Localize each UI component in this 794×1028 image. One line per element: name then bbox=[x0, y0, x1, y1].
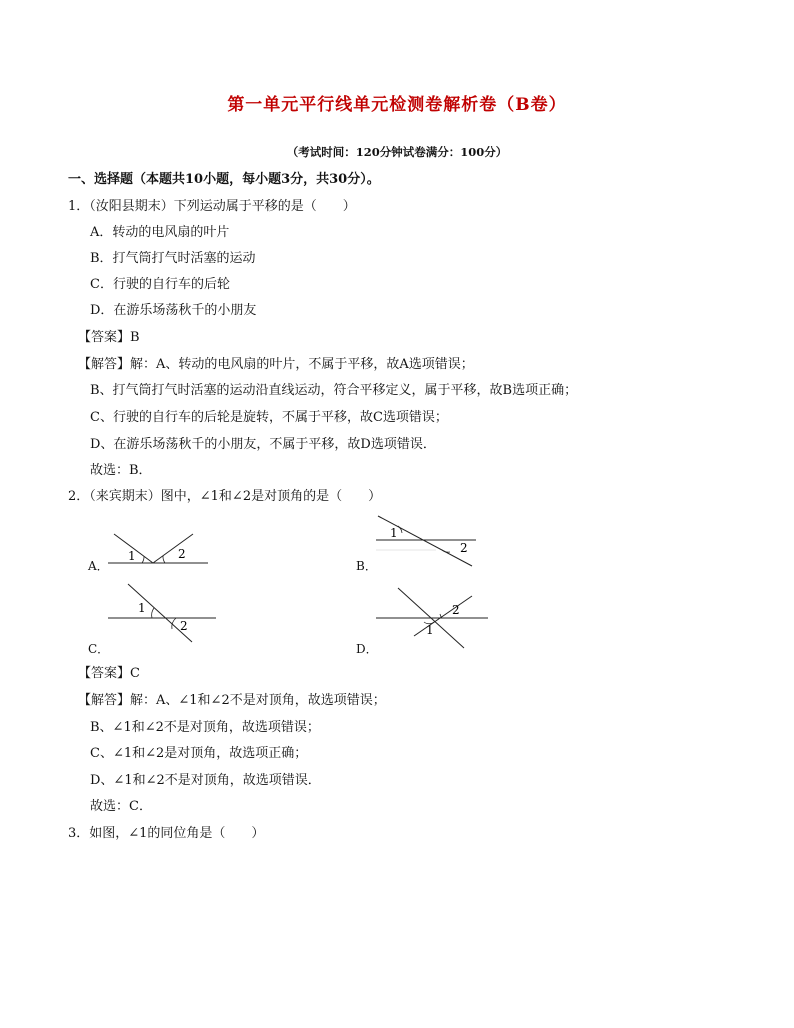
q3-stem: 3．如图，∠1的同位角是（ ） bbox=[68, 826, 265, 841]
q1-analysis-line: D、在游乐场荡秋千的小朋友，不属于平移，故D选项错误． bbox=[90, 437, 436, 452]
q2-figure-a bbox=[108, 528, 213, 570]
angle-label: 1 bbox=[128, 549, 136, 563]
angle-label: 1 bbox=[426, 623, 434, 637]
q2-analysis-line: C、∠1和∠2是对顶角，故选项正确； bbox=[90, 746, 308, 761]
q2-answer: 【答案】C bbox=[78, 666, 140, 681]
q1-option-d: D．在游乐场荡秋千的小朋友 bbox=[90, 303, 257, 318]
q2-analysis-line: D、∠1和∠2不是对顶角，故选项错误． bbox=[90, 773, 321, 788]
q2-figure-b-label: B． bbox=[356, 559, 377, 573]
q2-figure-d bbox=[376, 586, 491, 650]
q2-figure-c bbox=[108, 582, 218, 646]
q2-figure-a-label: A． bbox=[88, 559, 109, 573]
angle-label: 2 bbox=[178, 547, 186, 561]
q2-analysis-line: B、∠1和∠2不是对顶角，故选项错误； bbox=[90, 720, 320, 735]
q1-option-a: A．转动的电风扇的叶片 bbox=[90, 225, 230, 240]
angle-label: 1 bbox=[138, 601, 146, 615]
q2-analysis-line: 故选：C． bbox=[90, 799, 152, 814]
q2-analysis-line: 【解答】解：A、∠1和∠2不是对顶角，故选项错误； bbox=[78, 693, 386, 708]
q1-answer: 【答案】B bbox=[78, 330, 140, 345]
angle-label: 2 bbox=[452, 603, 460, 617]
q2-figure-c-label: C． bbox=[88, 642, 110, 656]
document-title: 第一单元平行线单元检测卷解析卷（B卷） bbox=[227, 95, 567, 115]
angle-label: 2 bbox=[460, 541, 468, 555]
q1-analysis-line: C、行驶的自行车的后轮是旋转，不属于平移，故C选项错误； bbox=[90, 410, 448, 425]
q1-stem: 1．（汝阳县期末）下列运动属于平移的是（ ） bbox=[68, 199, 356, 214]
q2-figure-b bbox=[376, 512, 481, 570]
angle-label: 1 bbox=[390, 526, 398, 540]
q1-analysis-line: B、打气筒打气时活塞的运动沿直线运动，符合平移定义，属于平移，故B选项正确； bbox=[90, 383, 578, 398]
document-subtitle: （考试时间：120分钟试卷满分：100分） bbox=[286, 145, 508, 159]
q2-figure-d-label: D． bbox=[356, 642, 378, 656]
q1-option-b: B．打气筒打气时活塞的运动 bbox=[90, 251, 256, 266]
q1-analysis-line: 【解答】解：A、转动的电风扇的叶片，不属于平移，故A选项错误； bbox=[78, 357, 474, 372]
q2-stem: 2．（来宾期末）图中，∠1和∠2是对顶角的是（ ） bbox=[68, 489, 382, 504]
angle-label: 2 bbox=[180, 619, 188, 633]
section-heading: 一、选择题（本题共10小题，每小题3分，共30分）。 bbox=[68, 172, 380, 187]
q1-analysis-line: 故选：B． bbox=[90, 463, 152, 478]
q1-option-c: C．行驶的自行车的后轮 bbox=[90, 277, 230, 292]
